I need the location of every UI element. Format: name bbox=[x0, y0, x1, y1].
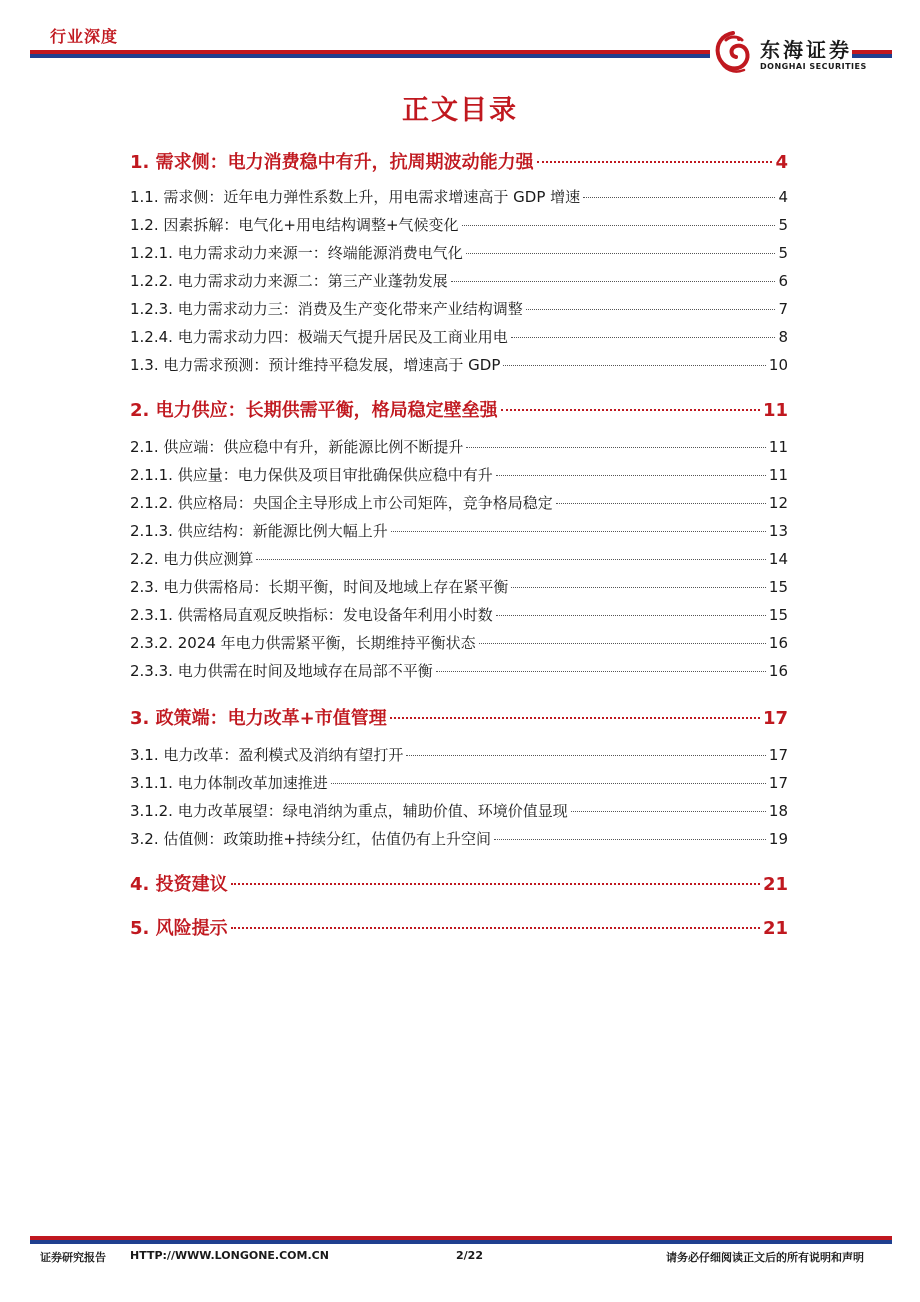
toc-dot-leader bbox=[496, 614, 766, 616]
footer-disclaimer: 请务必仔细阅读正文后的所有说明和声明 bbox=[666, 1251, 864, 1264]
toc-entry-title: 1.2.4. 电力需求动力四：极端天气提升居民及工商业用电 bbox=[130, 328, 508, 346]
toc-entry-title: 4. 投资建议 bbox=[130, 874, 228, 895]
toc-entry-page: 21 bbox=[762, 918, 788, 939]
toc-entry-page: 6 bbox=[778, 272, 788, 290]
toc-section-entry[interactable] bbox=[130, 800, 788, 821]
toc-entry-title: 2.3.2. 2024 年电力供需紧平衡，长期维持平衡状态 bbox=[130, 634, 476, 652]
toc-chapter-entry[interactable] bbox=[130, 914, 788, 940]
toc-dot-leader bbox=[503, 364, 766, 366]
toc-section-entry[interactable] bbox=[130, 186, 788, 207]
toc-entry-page: 17 bbox=[768, 746, 788, 764]
toc-section-entry[interactable] bbox=[130, 270, 788, 291]
toc-entry-title: 1.2.1. 电力需求动力来源一：终端能源消费电气化 bbox=[130, 244, 463, 262]
toc-entry-page: 8 bbox=[778, 328, 788, 346]
toc-entry-page: 7 bbox=[778, 300, 788, 318]
toc-dot-leader bbox=[511, 586, 766, 588]
toc-entry-page: 10 bbox=[768, 356, 788, 374]
toc-dot-leader bbox=[511, 336, 776, 338]
toc-section-entry[interactable] bbox=[130, 604, 788, 625]
toc-section-entry[interactable] bbox=[130, 828, 788, 849]
toc-entry-page: 14 bbox=[768, 550, 788, 568]
toc-dot-leader bbox=[571, 810, 766, 812]
toc-entry-page: 15 bbox=[768, 606, 788, 624]
toc-entry-title: 1.1. 需求侧：近年电力弹性系数上升，用电需求增速高于 GDP 增速 bbox=[130, 188, 581, 206]
toc-entry-page: 11 bbox=[768, 438, 788, 456]
toc-entry-title: 1.2. 因素拆解：电气化+用电结构调整+气候变化 bbox=[130, 216, 459, 234]
toc-entry-title: 1.3. 电力需求预测：预计维持平稳发展，增速高于 GDP bbox=[130, 356, 501, 374]
toc-entry-title: 1. 需求侧：电力消费稳中有升，抗周期波动能力强 bbox=[130, 152, 534, 173]
toc-entry-page: 15 bbox=[768, 578, 788, 596]
toc-entry-page: 4 bbox=[778, 188, 788, 206]
toc-section-entry[interactable] bbox=[130, 214, 788, 235]
toc-dot-leader bbox=[479, 642, 766, 644]
toc-dot-leader bbox=[496, 474, 766, 476]
toc-dot-leader bbox=[466, 252, 776, 254]
toc-entry-title: 2. 电力供应：长期供需平衡，格局稳定壁垒强 bbox=[130, 400, 498, 421]
toc-chapter-entry[interactable] bbox=[130, 148, 788, 174]
toc-entry-page: 19 bbox=[768, 830, 788, 848]
dragon-logo-icon bbox=[712, 30, 754, 76]
toc-entry-page: 17 bbox=[762, 708, 788, 729]
toc-dot-leader bbox=[466, 446, 766, 448]
toc-section-entry[interactable] bbox=[130, 548, 788, 569]
toc-section-entry[interactable] bbox=[130, 354, 788, 375]
toc-dot-leader bbox=[390, 716, 760, 719]
toc-dot-leader bbox=[462, 224, 776, 226]
toc-section-entry[interactable] bbox=[130, 744, 788, 765]
page-title: 正文目录 bbox=[402, 95, 518, 126]
toc-dot-leader bbox=[256, 558, 766, 560]
toc-chapter-entry[interactable] bbox=[130, 396, 788, 422]
toc-entry-title: 3. 政策端：电力改革+市值管理 bbox=[130, 708, 387, 729]
toc-entry-page: 4 bbox=[775, 152, 788, 173]
toc-dot-leader bbox=[494, 838, 766, 840]
toc-dot-leader bbox=[501, 408, 760, 411]
toc-section-entry[interactable] bbox=[130, 492, 788, 513]
footer-divider bbox=[30, 1236, 892, 1244]
toc-entry-title: 2.1.1. 供应量：电力保供及项目审批确保供应稳中有升 bbox=[130, 466, 493, 484]
toc-entry-title: 2.2. 电力供应测算 bbox=[130, 550, 254, 568]
toc-entry-title: 2.3.1. 供需格局直观反映指标：发电设备年利用小时数 bbox=[130, 606, 493, 624]
toc-section-entry[interactable] bbox=[130, 326, 788, 347]
toc-chapter-entry[interactable] bbox=[130, 704, 788, 730]
toc-section-entry[interactable] bbox=[130, 464, 788, 485]
footer-report-type: 证券研究报告 bbox=[40, 1251, 106, 1264]
toc-section-entry[interactable] bbox=[130, 520, 788, 541]
logo-chinese-name: 东海证券 bbox=[760, 38, 852, 62]
toc-dot-leader bbox=[231, 926, 760, 929]
toc-chapter-entry[interactable] bbox=[130, 870, 788, 896]
header-category-label: 行业深度 bbox=[50, 27, 119, 46]
toc-dot-leader bbox=[537, 160, 773, 163]
header-divider bbox=[30, 50, 710, 58]
toc-entry-page: 18 bbox=[768, 802, 788, 820]
toc-entry-title: 1.2.3. 电力需求动力三：消费及生产变化带来产业结构调整 bbox=[130, 300, 523, 318]
toc-entry-title: 5. 风险提示 bbox=[130, 918, 228, 939]
toc-dot-leader bbox=[583, 196, 775, 198]
toc-dot-leader bbox=[331, 782, 766, 784]
toc-section-entry[interactable] bbox=[130, 576, 788, 597]
toc-section-entry[interactable] bbox=[130, 772, 788, 793]
footer-url-link[interactable]: HTTP://WWW.LONGONE.COM.CN bbox=[130, 1249, 329, 1262]
toc-entry-title: 2.1.2. 供应格局：央国企主导形成上市公司矩阵，竞争格局稳定 bbox=[130, 494, 553, 512]
logo-english-name: DONGHAI SECURITIES bbox=[760, 62, 867, 71]
toc-entry-page: 5 bbox=[778, 244, 788, 262]
toc-entry-page: 5 bbox=[778, 216, 788, 234]
toc-dot-leader bbox=[406, 754, 766, 756]
toc-entry-title: 3.1. 电力改革：盈利模式及消纳有望打开 bbox=[130, 746, 404, 764]
toc-dot-leader bbox=[436, 670, 766, 672]
toc-entry-title: 2.3. 电力供需格局：长期平衡，时间及地域上存在紧平衡 bbox=[130, 578, 509, 596]
toc-dot-leader bbox=[391, 530, 766, 532]
toc-entry-page: 16 bbox=[768, 662, 788, 680]
toc-dot-leader bbox=[231, 882, 760, 885]
toc-section-entry[interactable] bbox=[130, 660, 788, 681]
toc-section-entry[interactable] bbox=[130, 632, 788, 653]
toc-entry-title: 2.1.3. 供应结构：新能源比例大幅上升 bbox=[130, 522, 388, 540]
toc-entry-title: 3.1.2. 电力改革展望：绿电消纳为重点，辅助价值、环境价值显现 bbox=[130, 802, 568, 820]
toc-entry-title: 2.1. 供应端：供应稳中有升，新能源比例不断提升 bbox=[130, 438, 464, 456]
toc-dot-leader bbox=[451, 280, 776, 282]
toc-entry-title: 1.2.2. 电力需求动力来源二：第三产业蓬勃发展 bbox=[130, 272, 448, 290]
toc-entry-page: 11 bbox=[762, 400, 788, 421]
toc-dot-leader bbox=[556, 502, 766, 504]
toc-section-entry[interactable] bbox=[130, 436, 788, 457]
toc-entry-page: 16 bbox=[768, 634, 788, 652]
footer-page-number: 2/22 bbox=[456, 1249, 483, 1262]
toc-entry-title: 3.2. 估值侧：政策助推+持续分红，估值仍有上升空间 bbox=[130, 830, 491, 848]
toc-entry-page: 12 bbox=[768, 494, 788, 512]
toc-section-entry[interactable] bbox=[130, 298, 788, 319]
toc-entry-page: 21 bbox=[762, 874, 788, 895]
toc-entry-page: 17 bbox=[768, 774, 788, 792]
company-logo bbox=[712, 30, 867, 76]
toc-entry-page: 11 bbox=[768, 466, 788, 484]
toc-section-entry[interactable] bbox=[130, 242, 788, 263]
toc-entry-title: 3.1.1. 电力体制改革加速推进 bbox=[130, 774, 328, 792]
toc-dot-leader bbox=[526, 308, 776, 310]
toc-entry-page: 13 bbox=[768, 522, 788, 540]
toc-entry-title: 2.3.3. 电力供需在时间及地域存在局部不平衡 bbox=[130, 662, 433, 680]
